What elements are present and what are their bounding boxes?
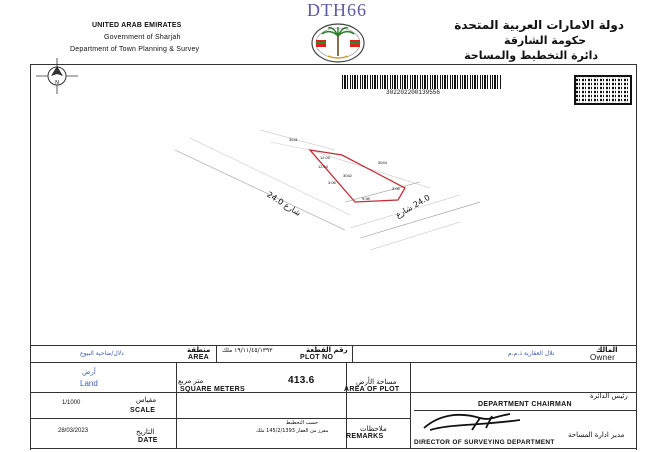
square-meters-en: SQUARE METERS — [180, 386, 245, 393]
owner-label-ar: المالك — [596, 346, 618, 354]
date-en: DATE — [138, 437, 158, 444]
plot-edge-bottom-label: 9.98 — [362, 196, 370, 201]
plot-no-label-en: PLOT NO — [300, 354, 334, 361]
neighbour-plot-east-label: 3044 — [378, 160, 387, 165]
header-department-ar: دائرة التخطيط والمساحة — [464, 49, 598, 62]
barcode-number: 302202200139556 — [386, 89, 441, 96]
table-plot-divider — [352, 345, 353, 362]
scale-en: SCALE — [130, 407, 156, 414]
area-of-plot-value: 413.6 — [288, 375, 315, 386]
area-label-ar: منطقة — [187, 346, 211, 354]
neighbour-plot-north-label: 3041 — [289, 137, 298, 142]
director-en: DIRECTOR OF SURVEYING DEPARTMENT — [414, 439, 555, 446]
table-row2-line — [30, 392, 636, 393]
header-country-ar: دولة الامارات العربية المتحدة — [454, 18, 624, 32]
qr-code — [574, 75, 632, 105]
plot-plan-drawing — [160, 110, 480, 260]
chairman-en: DEPARTMENT CHAIRMAN — [478, 401, 572, 408]
area-value: دلال/ضاحية البيوع — [80, 350, 124, 357]
owner-label-en: Owner — [590, 353, 616, 362]
scale-value: 1/1000 — [62, 400, 81, 406]
table-bottom-line — [30, 448, 636, 449]
header-country-en: UNITED ARAB EMIRATES — [92, 22, 182, 29]
svg-text:N: N — [55, 80, 59, 86]
header-department-en: Department of Town Planning & Survey — [70, 46, 200, 53]
area-of-plot-en: AREA OF PLOT — [344, 386, 400, 393]
director-signature — [420, 410, 530, 434]
owner-value: نلال العقارية ذ.م.م — [508, 350, 555, 357]
land-ar: أرض — [82, 368, 96, 376]
sharjah-emblem — [298, 22, 378, 64]
land-en: Land — [80, 379, 98, 388]
director-ar: مدير ادارة المساحة — [568, 431, 625, 439]
frame-top-line — [30, 64, 636, 65]
header-government-ar: حكومة الشارقة — [504, 34, 586, 47]
plot-number-label: 3042 — [343, 173, 352, 178]
square-meters-ar: متر مربع — [178, 377, 204, 385]
table-row1-line — [30, 362, 636, 363]
plot-edge-top-label: 12.00 — [320, 155, 331, 160]
remarks-line2: مفرز من العقار 145/2/1393 ملك — [256, 428, 329, 434]
date-value: 28/03/2023 — [58, 428, 89, 434]
chairman-ar: رئيس الدائرة — [590, 392, 628, 400]
plot-edge-left-label: 3.06 — [328, 180, 336, 185]
frame-right-line — [636, 64, 637, 450]
area-of-plot-ar: مساحة الأرض — [356, 378, 397, 386]
remarks-line1: حسب التخطيط — [286, 420, 319, 426]
barcode — [342, 75, 502, 89]
street-right-label: 24.0 شارع — [394, 192, 432, 220]
plot-no-label-ar: رقم القطعة — [306, 346, 348, 354]
plot-edge-corner-label: 12.00 — [318, 164, 329, 169]
table-row3-line — [30, 418, 410, 419]
area-label-en: AREA — [188, 354, 210, 361]
date-ar: التاريخ — [136, 428, 155, 436]
street-left-label: شارع 24.0 — [265, 190, 303, 218]
plot-no-value: ١٩/١١/٤٥/١٣٩٣ ملك — [222, 347, 273, 354]
plot-edge-right-label: 3.06 — [392, 186, 400, 191]
remarks-en: REMARKS — [346, 433, 384, 440]
table-col1-line — [176, 362, 177, 448]
table-area-divider — [216, 345, 217, 362]
scale-ar: مقياس — [136, 396, 157, 404]
table-col2-line — [410, 362, 411, 448]
remarks-ar: ملاحظات — [360, 425, 387, 433]
header-government-en: Government of Sharjah — [104, 34, 181, 41]
handwritten-stamp: DTH66 — [307, 0, 367, 20]
